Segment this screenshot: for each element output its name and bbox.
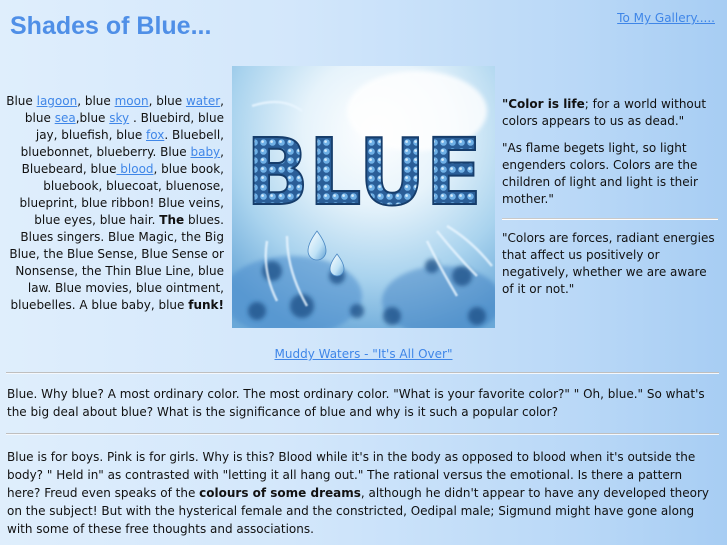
paragraph-blue-is-for-boys <box>7 448 719 538</box>
blue-artwork <box>232 66 495 328</box>
paragraph-bold: colours of some dreams <box>199 486 361 500</box>
paragraph-why-blue: Blue. Why blue? A most ordinary color. The most ordinary color. "What is your favorite color?" " Oh, blue." So what's the big deal about blue? What is the significance of blue and why is it such a popular color? <box>7 387 705 419</box>
page-title: Shades of Blue... <box>10 12 212 40</box>
color-quotes <box>502 96 718 308</box>
blue-poem <box>6 93 224 314</box>
paragraph-text: , although he didn't appear to have any developed theory on the subject! But with the hysterical female and the constricted, Oedipal male; Sigmund might have gone along with some of these free thoughts and associations. <box>7 486 710 536</box>
poem-bold-the: The <box>159 213 185 227</box>
poem-text: ,blue <box>75 111 110 125</box>
link-sky[interactable]: sky <box>109 111 130 125</box>
quote-divider <box>502 218 718 220</box>
poem-text: , blue <box>148 94 186 108</box>
poem-text: blues. Blues singers. Blue Magic, the Big Blue, the Blue Sense, Blue Sense or Nonsense, the Thin Blue Line, blue law. Blue movies, blue ointment, bluebelles. A blue baby, blue <box>9 213 224 312</box>
section-divider <box>6 433 719 435</box>
quote-forces: "Colors are forces, radiant energies that affect us positively or negatively, whether we are aware of it or not." <box>502 231 715 296</box>
quote-text: ; for a world without colors appears to us as dead." <box>502 97 707 128</box>
poem-text: Blue <box>6 94 37 108</box>
artwork-blue-word: BLUE <box>246 119 482 226</box>
poem-text: , blue book, bluebook, bluecoat, bluenose, blueprint, blue ribbon! Blue veins, blue eyes, blue hair. <box>19 162 224 227</box>
poem-text: , blue <box>24 94 224 125</box>
link-moon[interactable]: moon <box>114 94 149 108</box>
link-lagoon[interactable]: lagoon <box>36 94 78 108</box>
song-caption-link[interactable]: Muddy Waters - "It's All Over" <box>274 347 453 361</box>
link-baby[interactable]: baby <box>190 145 221 159</box>
poem-text: . Bluebird, blue jay, bluefish, blue <box>35 111 224 142</box>
link-sea[interactable]: sea <box>54 111 76 125</box>
poem-text: , Bluebeard, blue <box>21 145 224 176</box>
link-blood[interactable]: blood <box>116 162 154 176</box>
paragraph-text: Blue is for boys. Pink is for girls. Why is this? Blood while it's in the body as opposed to blood when it's outside the body? " Held in" as contrasted with "letting it all hang out." The rational versus the emotional. Is there a pattern here? Freud even speaks of the <box>7 450 696 500</box>
quote-color-is-life <box>502 96 718 130</box>
poem-bold-funk: funk! <box>188 298 224 312</box>
blue-artwork-graphic <box>232 66 495 328</box>
quote-flame: "As flame begets light, so light engenders colors. Colors are the children of light and light is their mother." <box>502 141 698 206</box>
poem-text: . Bluebell, bluebonnet, blueberry. Blue <box>20 128 224 159</box>
quote-bold: "Color is life <box>502 97 585 111</box>
poem-text: , blue <box>77 94 115 108</box>
gallery-link[interactable]: To My Gallery..... <box>617 11 715 25</box>
link-fox[interactable]: fox <box>146 128 165 142</box>
link-water[interactable]: water <box>185 94 221 108</box>
section-divider <box>6 372 719 374</box>
